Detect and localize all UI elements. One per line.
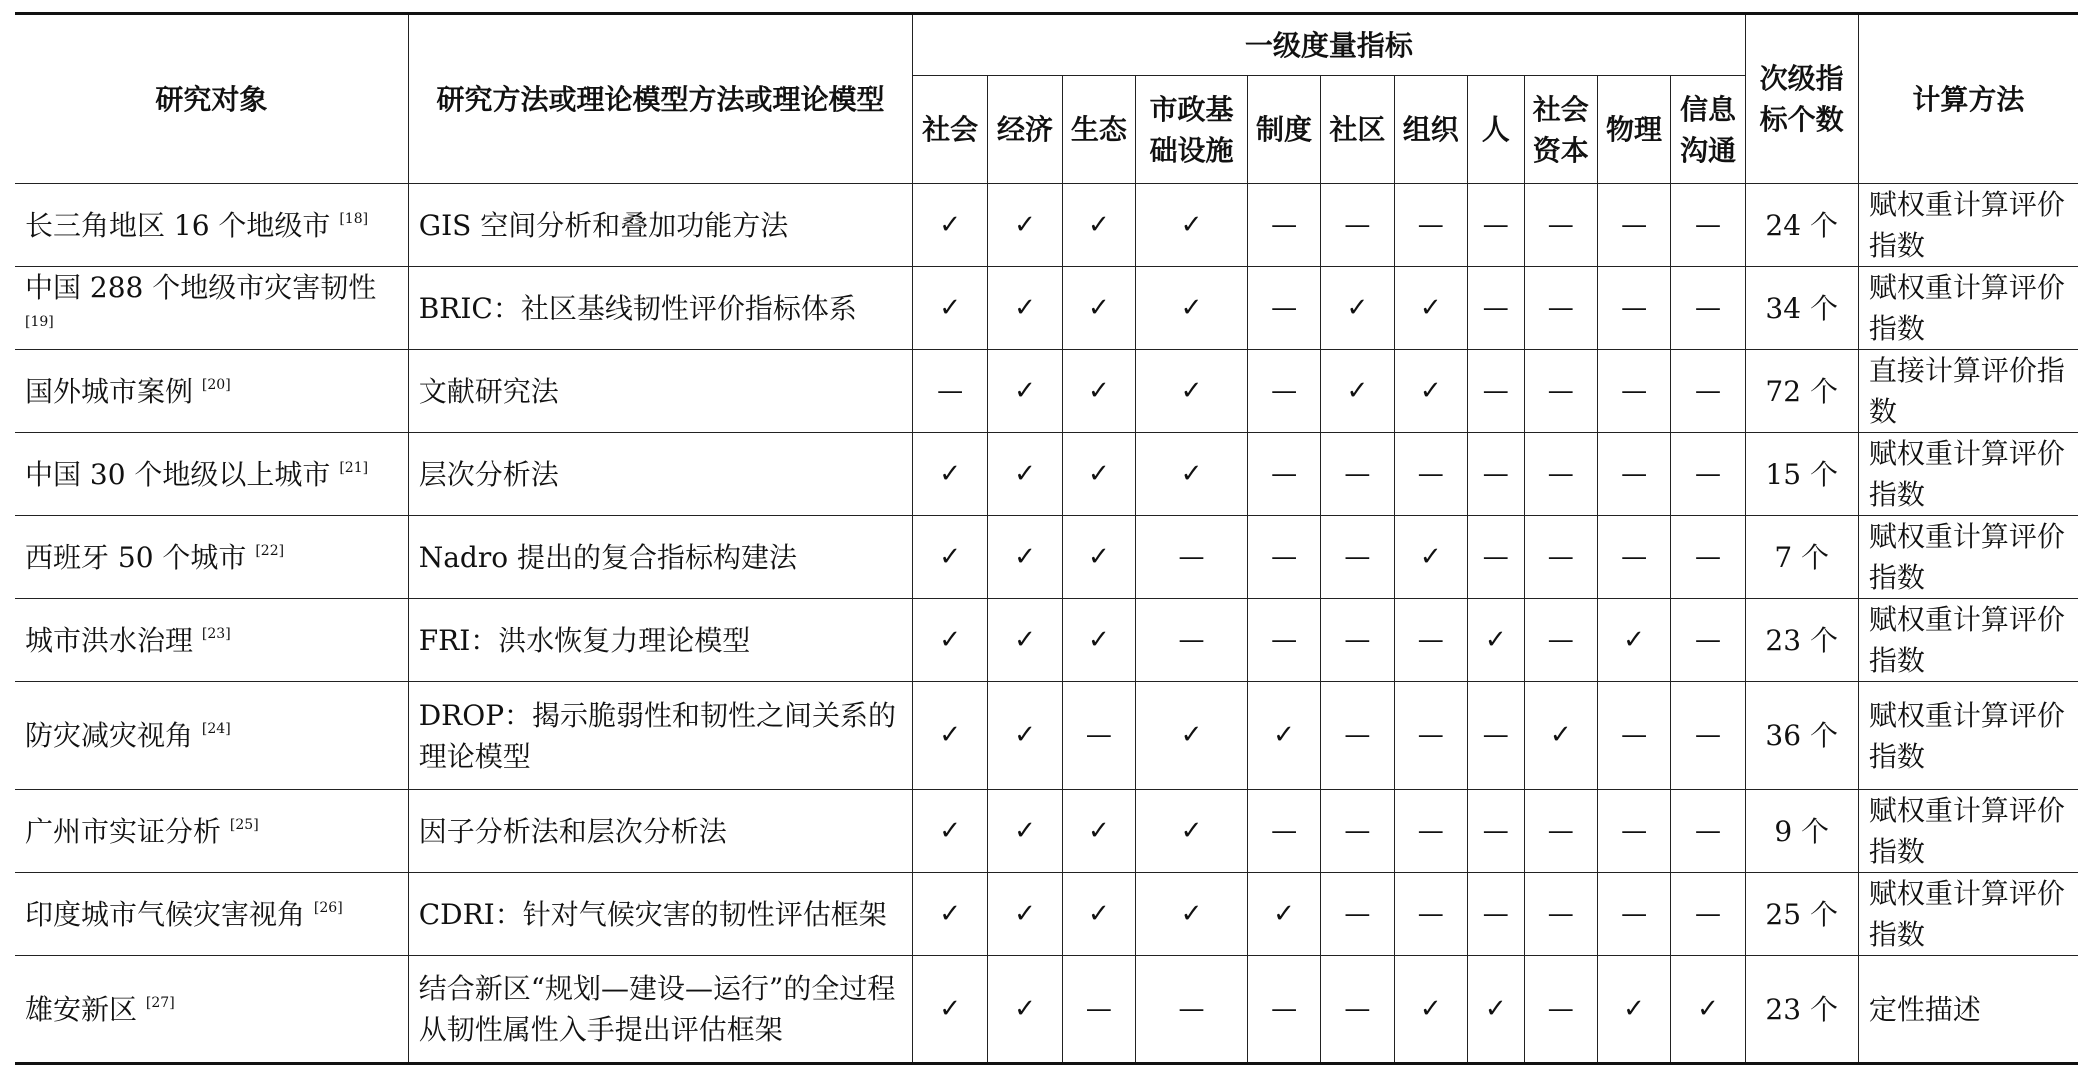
secondary-count-cell: 23 个 xyxy=(1745,956,1858,1064)
indicator-mark: — xyxy=(1524,350,1597,433)
table-row xyxy=(15,682,2078,790)
research-object-text: 防灾减灾视角 xyxy=(25,719,194,752)
indicator-mark: — xyxy=(1597,184,1671,267)
indicator-mark: — xyxy=(1671,599,1745,682)
header-research-method: 研究方法或理论模型方法或理论模型 xyxy=(408,14,913,184)
calc-method-cell: 赋权重计算评价指数 xyxy=(1858,599,2078,682)
reference-number: [22] xyxy=(255,542,285,559)
indicator-mark: — xyxy=(1248,184,1321,267)
indicator-mark: ✓ xyxy=(913,184,988,267)
calc-method-cell: 赋权重计算评价指数 xyxy=(1858,790,2078,873)
indicator-mark: — xyxy=(1467,516,1524,599)
indicator-mark: — xyxy=(1135,956,1247,1064)
indicator-mark: ✓ xyxy=(913,433,988,516)
indicator-mark: ✓ xyxy=(988,956,1063,1064)
calc-method-cell: 赋权重计算评价指数 xyxy=(1858,873,2078,956)
indicator-mark: — xyxy=(1597,516,1671,599)
table-row xyxy=(15,267,2078,350)
research-object-text: 雄安新区 xyxy=(25,992,138,1026)
reference-number: [23] xyxy=(201,625,231,642)
indicator-mark: ✓ xyxy=(1135,350,1247,433)
indicator-mark: ✓ xyxy=(1248,873,1321,956)
header-indicator-communication: 信息沟通 xyxy=(1671,76,1745,184)
header-indicator-people: 人 xyxy=(1467,76,1524,184)
indicator-mark: ✓ xyxy=(988,790,1063,873)
indicator-mark: — xyxy=(1320,184,1394,267)
research-method-cell: Nadro 提出的复合指标构建法 xyxy=(408,516,913,599)
indicator-mark: ✓ xyxy=(1063,350,1136,433)
table-header xyxy=(15,14,2078,184)
research-method-cell: 文献研究法 xyxy=(408,350,913,433)
research-object-text: 西班牙 50 个城市 xyxy=(25,540,247,574)
table-row xyxy=(15,599,2078,682)
indicator-mark: — xyxy=(1320,682,1394,790)
research-method-cell: FRI：洪水恢复力理论模型 xyxy=(408,599,913,682)
research-method-cell: 层次分析法 xyxy=(408,433,913,516)
indicator-mark: — xyxy=(1394,433,1467,516)
table-row xyxy=(15,790,2078,873)
research-object-text: 印度城市气候灾害视角 xyxy=(25,897,306,931)
research-object-text: 城市洪水治理 xyxy=(25,623,194,657)
table-row xyxy=(15,873,2078,956)
header-secondary-count: 次级指标个数 xyxy=(1745,14,1858,184)
indicator-mark: — xyxy=(1320,433,1394,516)
indicator-comparison-table xyxy=(15,12,2078,1065)
indicator-mark: ✓ xyxy=(1467,599,1524,682)
indicator-mark: — xyxy=(1524,790,1597,873)
indicator-mark: ✓ xyxy=(1467,956,1524,1064)
research-object-cell xyxy=(15,682,408,790)
indicator-mark: — xyxy=(1524,184,1597,267)
table-row xyxy=(15,184,2078,267)
indicator-mark: ✓ xyxy=(1135,873,1247,956)
indicator-mark: ✓ xyxy=(1063,873,1136,956)
research-method-cell: 结合新区“规划—建设—运行”的全过程从韧性属性入手提出评估框架 xyxy=(408,956,913,1064)
indicator-mark: ✓ xyxy=(913,599,988,682)
research-object-text: 中国 30 个地级以上城市 xyxy=(25,457,331,491)
indicator-mark: — xyxy=(1671,184,1745,267)
indicator-mark: ✓ xyxy=(1063,184,1136,267)
indicator-mark: — xyxy=(1597,350,1671,433)
research-object-cell xyxy=(15,184,408,267)
indicator-mark: — xyxy=(1671,433,1745,516)
header-indicator-economic: 经济 xyxy=(988,76,1063,184)
header-indicator-social-capital: 社会资本 xyxy=(1524,76,1597,184)
indicator-mark: ✓ xyxy=(988,516,1063,599)
indicator-mark: ✓ xyxy=(1063,599,1136,682)
indicator-mark: — xyxy=(1671,516,1745,599)
table-row xyxy=(15,956,2078,1064)
indicator-mark: — xyxy=(1524,516,1597,599)
research-object-text: 长三角地区 16 个地级市 xyxy=(25,208,331,242)
secondary-count-cell: 23 个 xyxy=(1745,599,1858,682)
secondary-count-cell: 72 个 xyxy=(1745,350,1858,433)
header-indicator-social: 社会 xyxy=(913,76,988,184)
indicator-mark: ✓ xyxy=(988,350,1063,433)
secondary-count-cell: 7 个 xyxy=(1745,516,1858,599)
indicator-mark: — xyxy=(1467,267,1524,350)
research-object-cell xyxy=(15,516,408,599)
research-method-cell: 因子分析法和层次分析法 xyxy=(408,790,913,873)
indicator-mark: ✓ xyxy=(1135,433,1247,516)
indicator-mark: ✓ xyxy=(1394,267,1467,350)
research-object-cell xyxy=(15,433,408,516)
secondary-count-cell: 25 个 xyxy=(1745,873,1858,956)
indicator-mark: ✓ xyxy=(1248,682,1321,790)
indicator-mark: — xyxy=(1597,682,1671,790)
header-indicator-ecological: 生态 xyxy=(1063,76,1136,184)
indicator-mark: ✓ xyxy=(1320,267,1394,350)
indicator-mark: — xyxy=(1320,790,1394,873)
indicator-mark: ✓ xyxy=(1394,956,1467,1064)
research-object-cell xyxy=(15,956,408,1064)
research-object-cell xyxy=(15,350,408,433)
calc-method-cell: 赋权重计算评价指数 xyxy=(1858,682,2078,790)
indicator-mark: — xyxy=(1320,956,1394,1064)
reference-number: [21] xyxy=(339,459,369,476)
indicator-mark: — xyxy=(1248,790,1321,873)
research-method-cell: CDRI：针对气候灾害的韧性评估框架 xyxy=(408,873,913,956)
reference-number: [19] xyxy=(25,314,54,330)
indicator-mark: — xyxy=(1597,873,1671,956)
indicator-mark: — xyxy=(1320,516,1394,599)
header-research-object: 研究对象 xyxy=(15,14,408,184)
reference-number: [25] xyxy=(229,816,259,833)
research-method-cell: BRIC：社区基线韧性评价指标体系 xyxy=(408,267,913,350)
indicator-mark: ✓ xyxy=(1597,599,1671,682)
indicator-mark: — xyxy=(1394,184,1467,267)
indicator-mark: — xyxy=(1063,682,1136,790)
indicator-mark: — xyxy=(1248,599,1321,682)
indicator-mark: ✓ xyxy=(988,599,1063,682)
reference-number: [18] xyxy=(339,210,369,227)
secondary-count-cell: 34 个 xyxy=(1745,267,1858,350)
indicator-mark: — xyxy=(1320,873,1394,956)
indicator-mark: ✓ xyxy=(913,873,988,956)
indicator-mark: — xyxy=(1135,516,1247,599)
indicator-mark: — xyxy=(1671,873,1745,956)
secondary-count-cell: 24 个 xyxy=(1745,184,1858,267)
indicator-mark: — xyxy=(1524,956,1597,1064)
indicator-mark: — xyxy=(1467,682,1524,790)
indicator-mark: — xyxy=(1597,267,1671,350)
indicator-mark: — xyxy=(1467,350,1524,433)
header-primary-indicators: 一级度量指标 xyxy=(913,14,1745,76)
indicator-mark: ✓ xyxy=(1063,433,1136,516)
indicator-mark: — xyxy=(913,350,988,433)
research-object-cell xyxy=(15,599,408,682)
indicator-mark: — xyxy=(1467,790,1524,873)
calc-method-cell: 赋权重计算评价指数 xyxy=(1858,184,2078,267)
header-indicator-infrastructure: 市政基础设施 xyxy=(1135,76,1247,184)
indicator-mark: — xyxy=(1248,267,1321,350)
indicator-mark: ✓ xyxy=(1597,956,1671,1064)
indicator-mark: — xyxy=(1671,682,1745,790)
indicator-mark: — xyxy=(1597,433,1671,516)
research-method-cell: DROP：揭示脆弱性和韧性之间关系的理论模型 xyxy=(408,682,913,790)
indicator-mark: ✓ xyxy=(913,516,988,599)
header-calc-method: 计算方法 xyxy=(1858,14,2078,184)
reference-number: [20] xyxy=(201,376,231,393)
indicator-mark: — xyxy=(1671,267,1745,350)
indicator-mark: ✓ xyxy=(1671,956,1745,1064)
indicator-mark: — xyxy=(1248,516,1321,599)
indicator-mark: ✓ xyxy=(988,433,1063,516)
indicator-mark: — xyxy=(1394,790,1467,873)
research-object-cell xyxy=(15,873,408,956)
indicator-mark: ✓ xyxy=(1063,516,1136,599)
table-body xyxy=(15,184,2078,1064)
indicator-mark: — xyxy=(1524,599,1597,682)
header-indicator-physical: 物理 xyxy=(1597,76,1671,184)
header-indicator-organization: 组织 xyxy=(1394,76,1467,184)
indicator-mark: ✓ xyxy=(1135,790,1247,873)
indicator-mark: — xyxy=(1135,599,1247,682)
indicator-mark: — xyxy=(1671,350,1745,433)
indicator-mark: ✓ xyxy=(1394,516,1467,599)
research-object-text: 中国 288 个地级市灾害韧性 xyxy=(25,271,377,304)
research-object-text: 广州市实证分析 xyxy=(25,814,222,848)
indicator-mark: ✓ xyxy=(1063,790,1136,873)
secondary-count-cell: 36 个 xyxy=(1745,682,1858,790)
calc-method-cell: 直接计算评价指数 xyxy=(1858,350,2078,433)
reference-number: [26] xyxy=(313,899,343,916)
secondary-count-cell: 9 个 xyxy=(1745,790,1858,873)
indicator-mark: — xyxy=(1063,956,1136,1064)
indicator-mark: ✓ xyxy=(913,956,988,1064)
indicator-mark: ✓ xyxy=(988,184,1063,267)
indicator-mark: ✓ xyxy=(1320,350,1394,433)
calc-method-cell: 赋权重计算评价指数 xyxy=(1858,267,2078,350)
indicator-mark: — xyxy=(1467,873,1524,956)
indicator-mark: — xyxy=(1524,267,1597,350)
indicator-mark: — xyxy=(1248,433,1321,516)
research-method-cell: GIS 空间分析和叠加功能方法 xyxy=(408,184,913,267)
header-indicator-institution: 制度 xyxy=(1248,76,1321,184)
indicator-mark: ✓ xyxy=(1394,350,1467,433)
table-row xyxy=(15,516,2078,599)
research-object-cell xyxy=(15,790,408,873)
calc-method-cell: 赋权重计算评价指数 xyxy=(1858,433,2078,516)
indicator-mark: — xyxy=(1248,350,1321,433)
indicator-mark: ✓ xyxy=(913,267,988,350)
indicator-mark: — xyxy=(1524,433,1597,516)
table-row xyxy=(15,433,2078,516)
indicator-mark: ✓ xyxy=(988,682,1063,790)
indicator-mark: ✓ xyxy=(988,267,1063,350)
indicator-mark: — xyxy=(1320,599,1394,682)
indicator-mark: — xyxy=(1524,873,1597,956)
indicator-mark: — xyxy=(1394,873,1467,956)
indicator-mark: ✓ xyxy=(913,790,988,873)
indicator-mark: ✓ xyxy=(1524,682,1597,790)
indicator-mark: — xyxy=(1467,433,1524,516)
indicator-mark: ✓ xyxy=(1135,184,1247,267)
research-object-cell xyxy=(15,267,408,350)
indicator-mark: — xyxy=(1394,599,1467,682)
indicator-mark: — xyxy=(1394,682,1467,790)
reference-number: [27] xyxy=(145,994,175,1011)
indicator-mark: ✓ xyxy=(1135,267,1247,350)
indicator-mark: — xyxy=(1671,790,1745,873)
indicator-mark: ✓ xyxy=(1135,682,1247,790)
header-indicator-community: 社区 xyxy=(1320,76,1394,184)
calc-method-cell: 赋权重计算评价指数 xyxy=(1858,516,2078,599)
indicator-mark: ✓ xyxy=(988,873,1063,956)
indicator-mark: — xyxy=(1597,790,1671,873)
indicator-mark: — xyxy=(1248,956,1321,1064)
indicator-mark: — xyxy=(1467,184,1524,267)
table-row xyxy=(15,350,2078,433)
indicator-mark: ✓ xyxy=(913,682,988,790)
research-object-text: 国外城市案例 xyxy=(25,374,194,408)
secondary-count-cell: 15 个 xyxy=(1745,433,1858,516)
indicator-mark: ✓ xyxy=(1063,267,1136,350)
reference-number: [24] xyxy=(201,721,231,737)
calc-method-cell: 定性描述 xyxy=(1858,956,2078,1064)
